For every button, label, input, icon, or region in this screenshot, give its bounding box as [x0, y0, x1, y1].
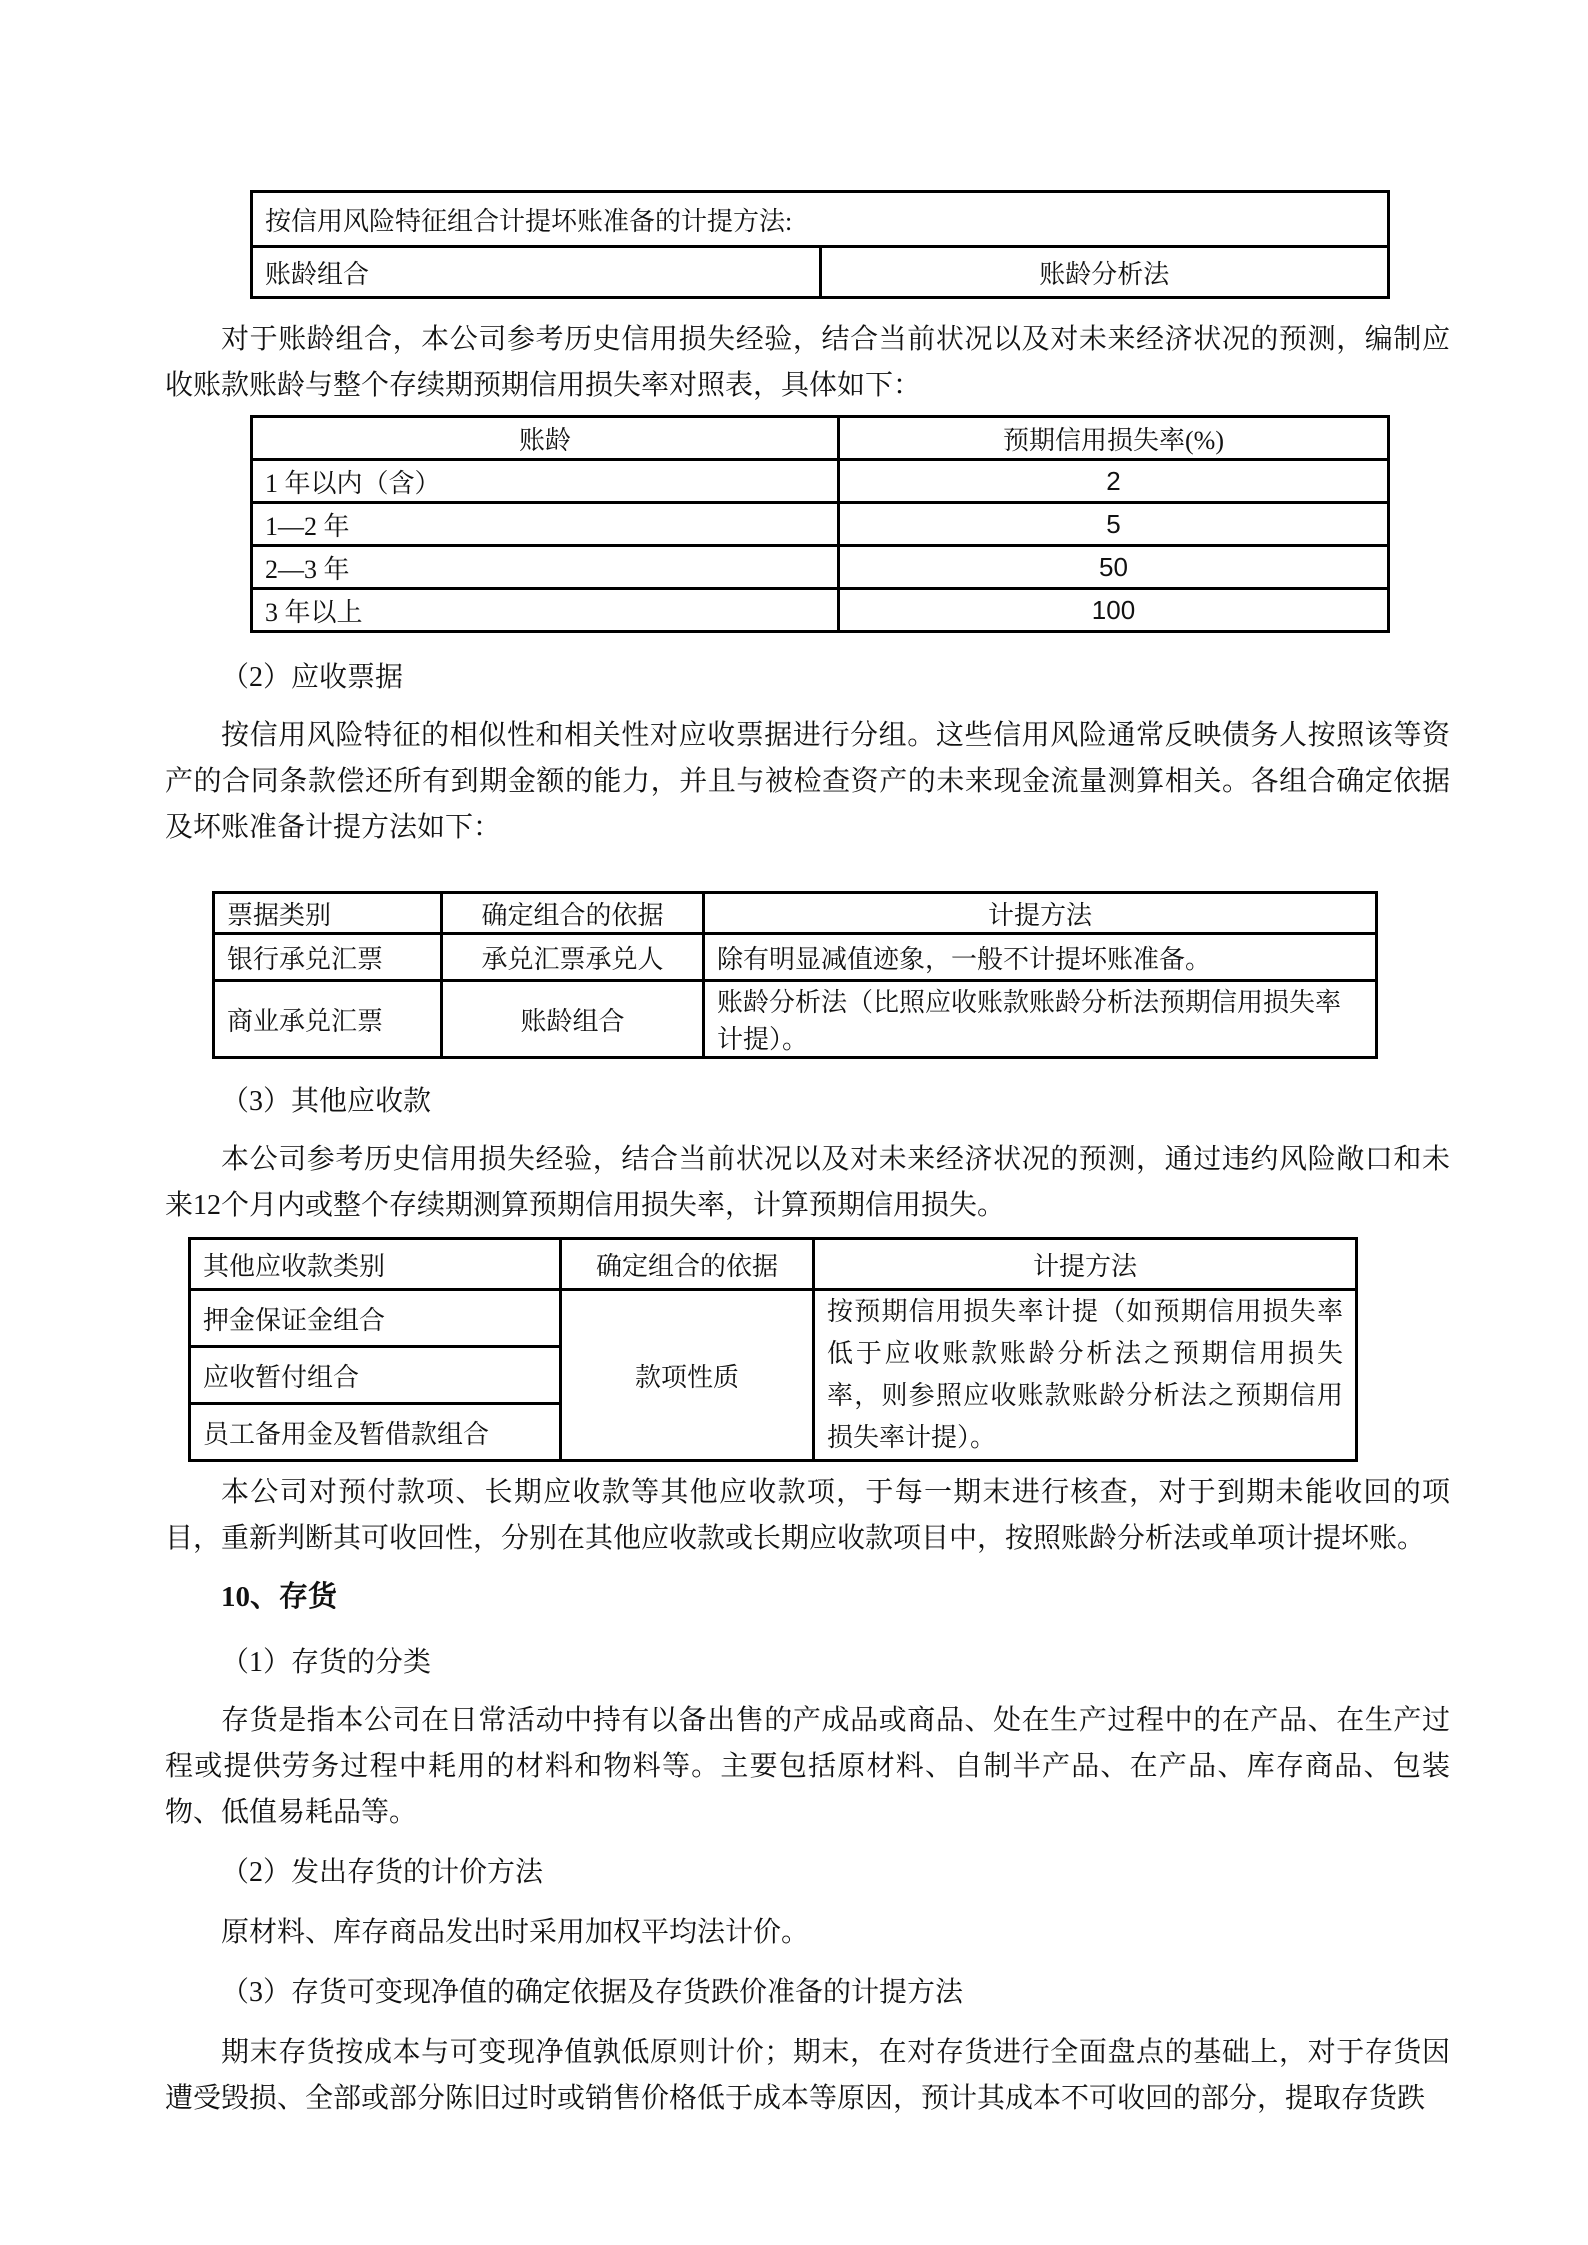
rate-cell: 100: [839, 589, 1389, 632]
heading-inventory-nrv: （3）存货可变现净值的确定依据及存货跌价准备的计提方法: [221, 1977, 964, 2008]
table-row: [252, 589, 1389, 632]
basis-merged-cell: 款项性质: [561, 1290, 814, 1461]
aging-cell: 1—2 年: [252, 503, 839, 546]
method-header: 计提方法: [814, 1239, 1357, 1290]
paragraph-inventory-classification: 存货是指本公司在日常活动中持有以备出售的产成品或商品、处在生产过程中的在产品、在生产过程或提供劳务过程中耗用的材料和物料等。主要包括原材料、自制半产品、在产品、库存商品、包装物、低值易耗品等。: [165, 1705, 1450, 1828]
aging-column-header: 账龄: [252, 417, 839, 460]
method-merged-cell: 按预期信用损失率计提（如预期信用损失率低于应收账款账龄分析法之预期信用损失率，则参照应收账款账龄分析法之预期信用损失率计提）。: [814, 1290, 1357, 1461]
table-caption-cell: 按信用风险特征组合计提坏账准备的计提方法:: [252, 192, 1389, 247]
rate-cell: 2: [839, 460, 1389, 503]
notes-receivable-table: [212, 891, 1378, 1059]
paragraph-period-end-review: 本公司对预付款项、长期应收款等其他应收款项，于每一期末进行核查，对于到期未能收回的项目，重新判断其可收回性，分别在其他应收款或长期应收款项目中，按照账龄分析法或单项计提坏账。: [165, 1477, 1450, 1554]
paragraph-inventory-valuation: 原材料、库存商品发出时采用加权平均法计价。: [221, 1917, 810, 1948]
table-row: [214, 934, 1377, 981]
paragraph-inventory-nrv: 期末存货按成本与可变现净值孰低原则计价；期末，在对存货进行全面盘点的基础上，对于存货因遭受毁损、全部或部分陈旧过时或销售价格低于成本等原因，预计其成本不可收回的部分，提取存货跌: [165, 2037, 1450, 2114]
heading-inventory-classification: （1）存货的分类: [221, 1647, 432, 1678]
table-row: [252, 192, 1389, 247]
rate-column-header: 预期信用损失率(%): [839, 417, 1389, 460]
note-type-cell: 商业承兑汇票: [214, 981, 442, 1058]
category-cell: 押金保证金组合: [190, 1290, 561, 1347]
bad-debt-method-table: [250, 190, 1390, 299]
basis-header: 确定组合的依据: [442, 893, 704, 934]
rate-cell: 5: [839, 503, 1389, 546]
note-type-header: 票据类别: [214, 893, 442, 934]
method-cell: 除有明显减值迹象，一般不计提坏账准备。: [704, 934, 1377, 981]
table-row: [214, 981, 1377, 1058]
table-header-row: [214, 893, 1377, 934]
rate-cell: 50: [839, 546, 1389, 589]
category-cell: 应收暂付组合: [190, 1347, 561, 1404]
aging-loss-rate-table: [250, 415, 1390, 633]
paragraph-other-receivables: 本公司参考历史信用损失经验，结合当前状况以及对未来经济状况的预测，通过违约风险敞口和未来12个月内或整个存续期测算预期信用损失率，计算预期信用损失。: [165, 1144, 1450, 1221]
method-cell: 账龄分析法（比照应收账款账龄分析法预期信用损失率计提）。: [704, 981, 1377, 1058]
category-header: 其他应收款类别: [190, 1239, 561, 1290]
table-header-row: [252, 417, 1389, 460]
aging-cell: 1 年以内（含）: [252, 460, 839, 503]
note-type-cell: 银行承兑汇票: [214, 934, 442, 981]
heading-inventory-valuation: （2）发出存货的计价方法: [221, 1857, 544, 1888]
aging-cell: 3 年以上: [252, 589, 839, 632]
aging-cell: 2—3 年: [252, 546, 839, 589]
basis-cell: 账龄组合: [442, 981, 704, 1058]
table-row: [252, 503, 1389, 546]
table-row: [252, 247, 1389, 298]
heading-inventory: 10、存货: [221, 1581, 338, 1613]
basis-cell: 承兑汇票承兑人: [442, 934, 704, 981]
heading-other-receivables: （3）其他应收款: [221, 1086, 432, 1117]
paragraph-aging-intro: 对于账龄组合，本公司参考历史信用损失经验，结合当前状况以及对未来经济状况的预测，编制应收账款账龄与整个存续期预期信用损失率对照表，具体如下：: [165, 324, 1450, 401]
basis-header: 确定组合的依据: [561, 1239, 814, 1290]
table-row: [252, 546, 1389, 589]
heading-notes-receivable: （2）应收票据: [221, 662, 404, 693]
portfolio-name-cell: 账龄组合: [252, 247, 821, 298]
paragraph-notes-receivable: 按信用风险特征的相似性和相关性对应收票据进行分组。这些信用风险通常反映债务人按照该等资产的合同条款偿还所有到期金额的能力，并且与被检查资产的未来现金流量测算相关。各组合确定依据及坏账准备计提方法如下：: [165, 720, 1450, 843]
table-row: [252, 460, 1389, 503]
table-header-row: [190, 1239, 1357, 1290]
other-receivables-table: [188, 1237, 1358, 1462]
method-header: 计提方法: [704, 893, 1377, 934]
table-row: [190, 1290, 1357, 1347]
category-cell: 员工备用金及暂借款组合: [190, 1404, 561, 1461]
portfolio-method-cell: 账龄分析法: [820, 247, 1389, 298]
